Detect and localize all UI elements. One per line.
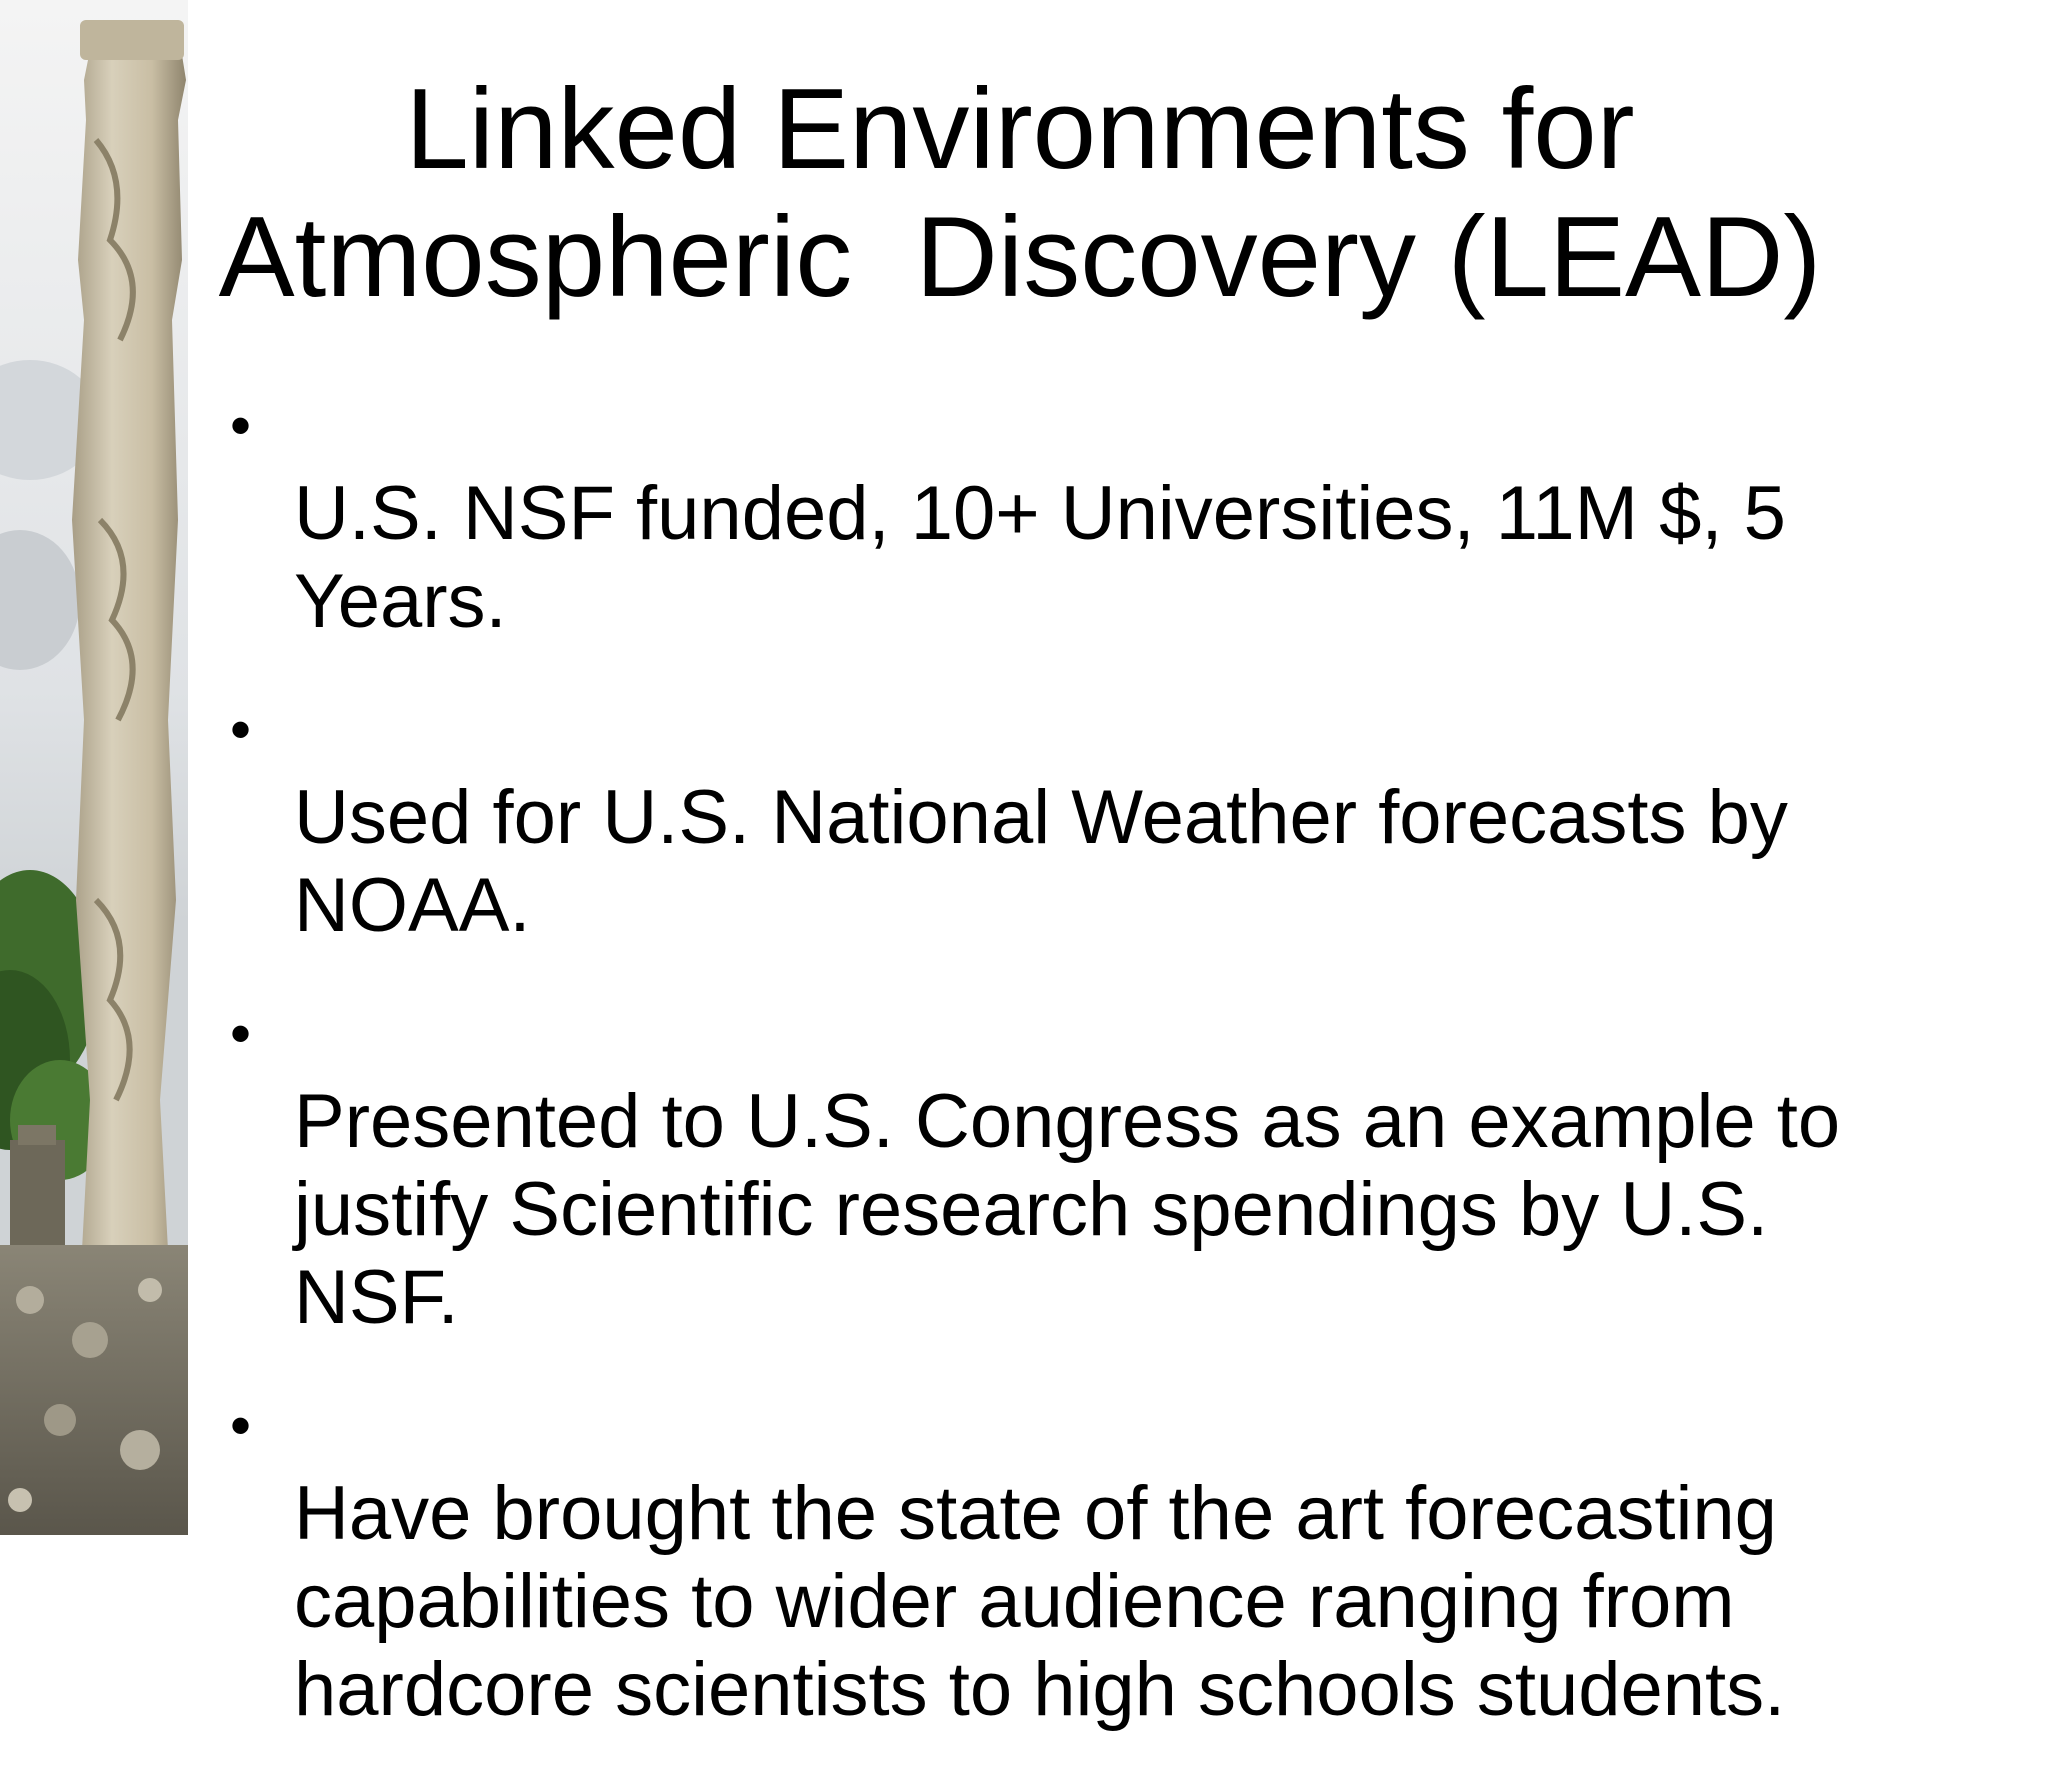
bullet-text: Presented to U.S. Congress as an example to justify Scientific research spendings by U.S. NSF. [294,1079,1841,1340]
bullet-point: • [230,696,252,763]
bullet-text: Used for U.S. National Weather forecasts by NOAA. [294,775,1788,948]
bullet-item [210,382,2010,646]
bullet-item [210,1382,2010,1734]
bullet-point: • [230,1392,252,1459]
bullet-text: Have brought the state of the art forecasting capabilities to wider audience ranging from hardcore scientists to high schools students. [294,1471,1786,1732]
bullet-point: • [230,1000,252,1067]
slide-title [200,66,1840,322]
title-line-2: Atmospheric Discovery (LEAD) [218,194,1822,321]
title-line-1: Linked Environments for [405,66,1635,193]
bullet-text: U.S. NSF funded, 10+ Universities, 11M $, 5 Years. [294,471,1786,644]
bullet-point: • [230,392,252,459]
bullet-list [210,382,2010,1774]
stone-pillar-image [0,0,188,1535]
bullet-item [210,686,2010,950]
bullet-item [210,990,2010,1342]
stone-pillar-photo [0,0,188,1535]
